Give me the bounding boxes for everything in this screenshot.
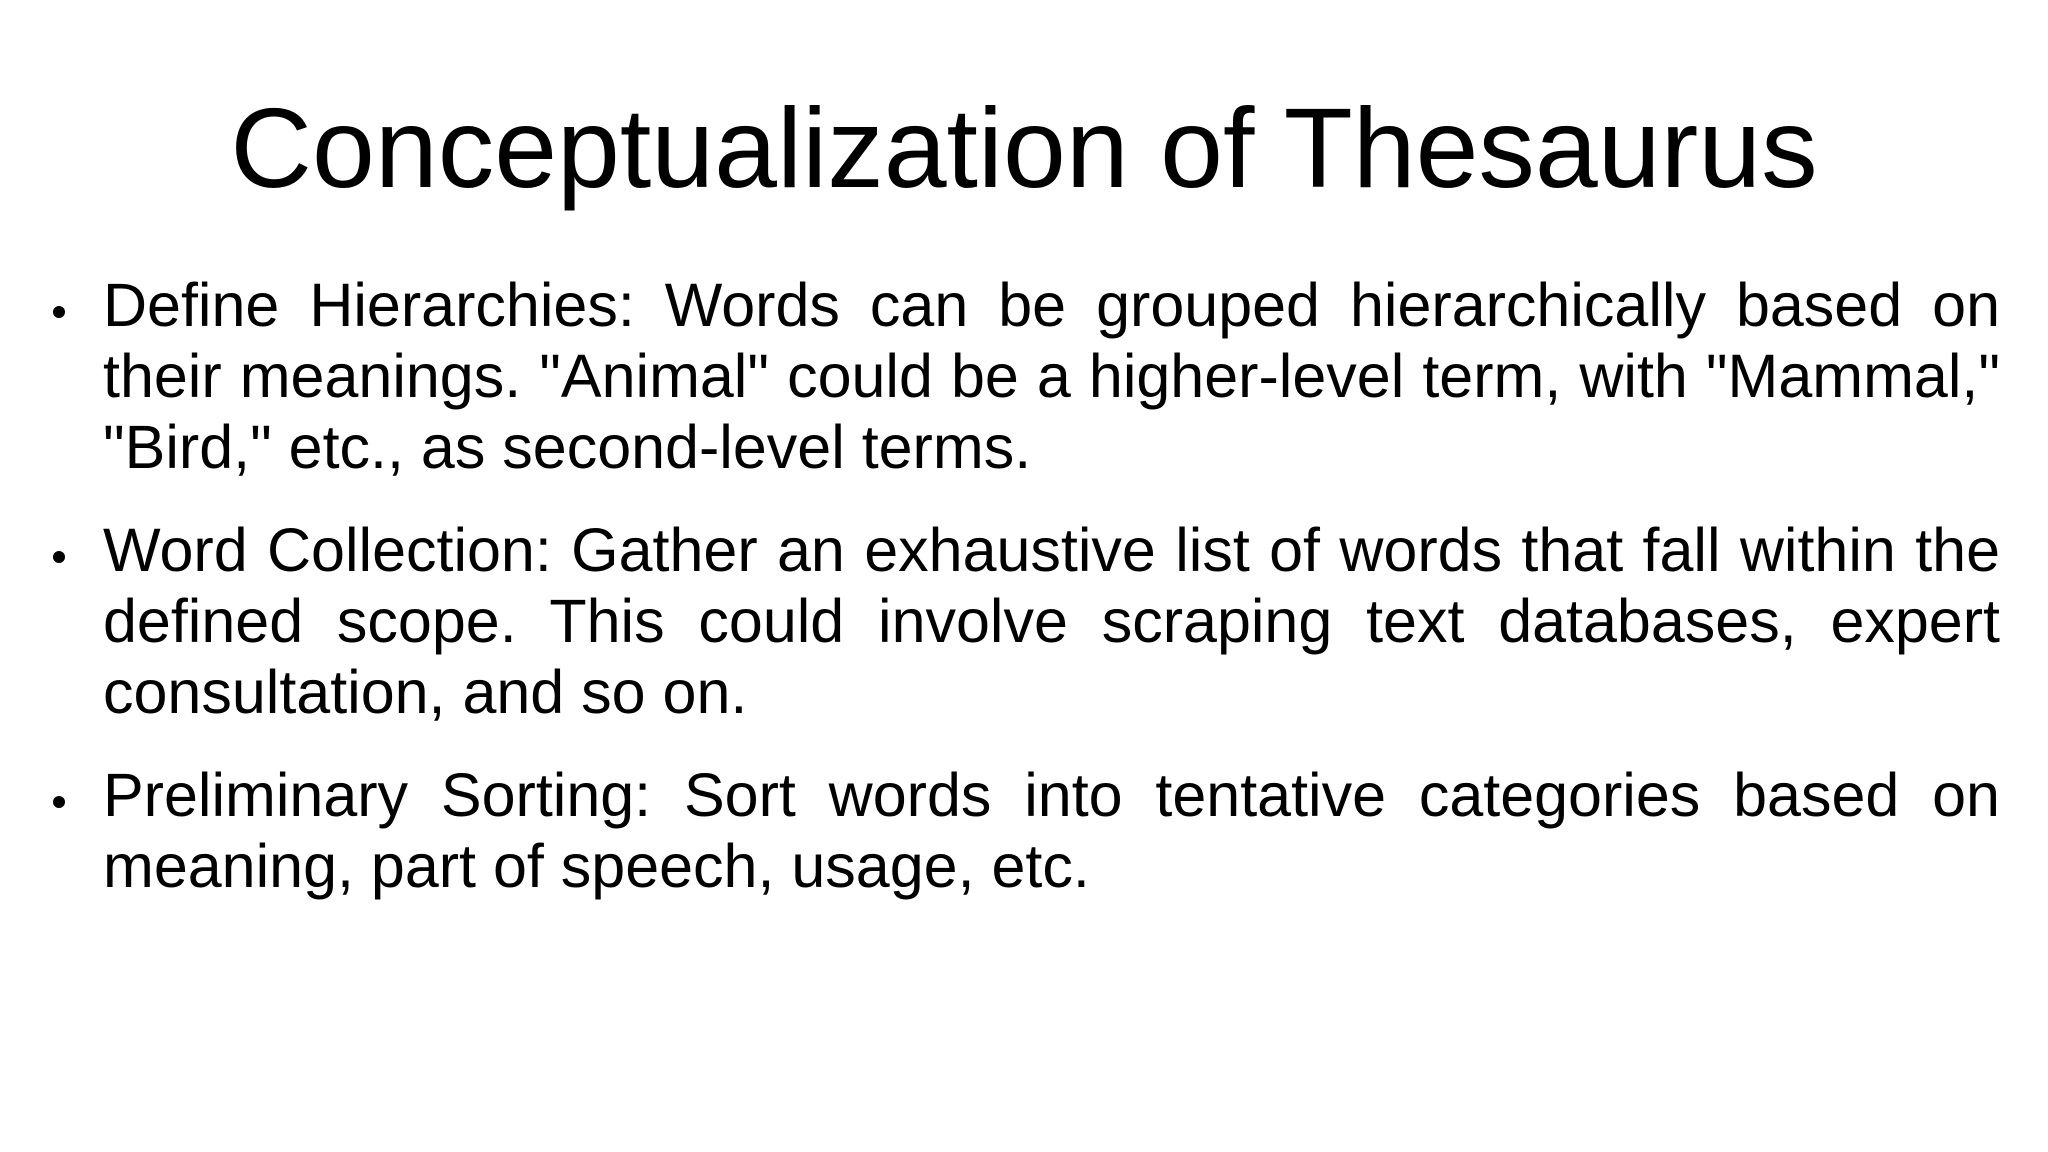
bullet-text: Define Hierarchies: Words can be grouped hierarchically based on their meanings. "Animal" could be a higher-level term, with "Mammal," "Bird," etc., as second-level terms. (103, 271, 2000, 481)
bullet-list (0, 270, 2048, 934)
slide-title: Conceptualization of Thesaurus (230, 85, 1818, 211)
bullet-dot-icon (53, 306, 65, 318)
bullet-dot-icon (53, 796, 65, 808)
bullet-dot-icon (53, 551, 65, 563)
bullet-item-preliminary-sorting (0, 760, 2048, 902)
bullet-item-word-collection (0, 515, 2048, 728)
bullet-text: Word Collection: Gather an exhaustive list of words that fall within the defined scope. This could involve scraping text databases, expert consultation, and so on. (103, 516, 2000, 726)
bullet-item-define-hierarchies (0, 270, 2048, 483)
bullet-text: Preliminary Sorting: Sort words into tentative categories based on meaning, part of speech, usage, etc. (103, 761, 2000, 900)
